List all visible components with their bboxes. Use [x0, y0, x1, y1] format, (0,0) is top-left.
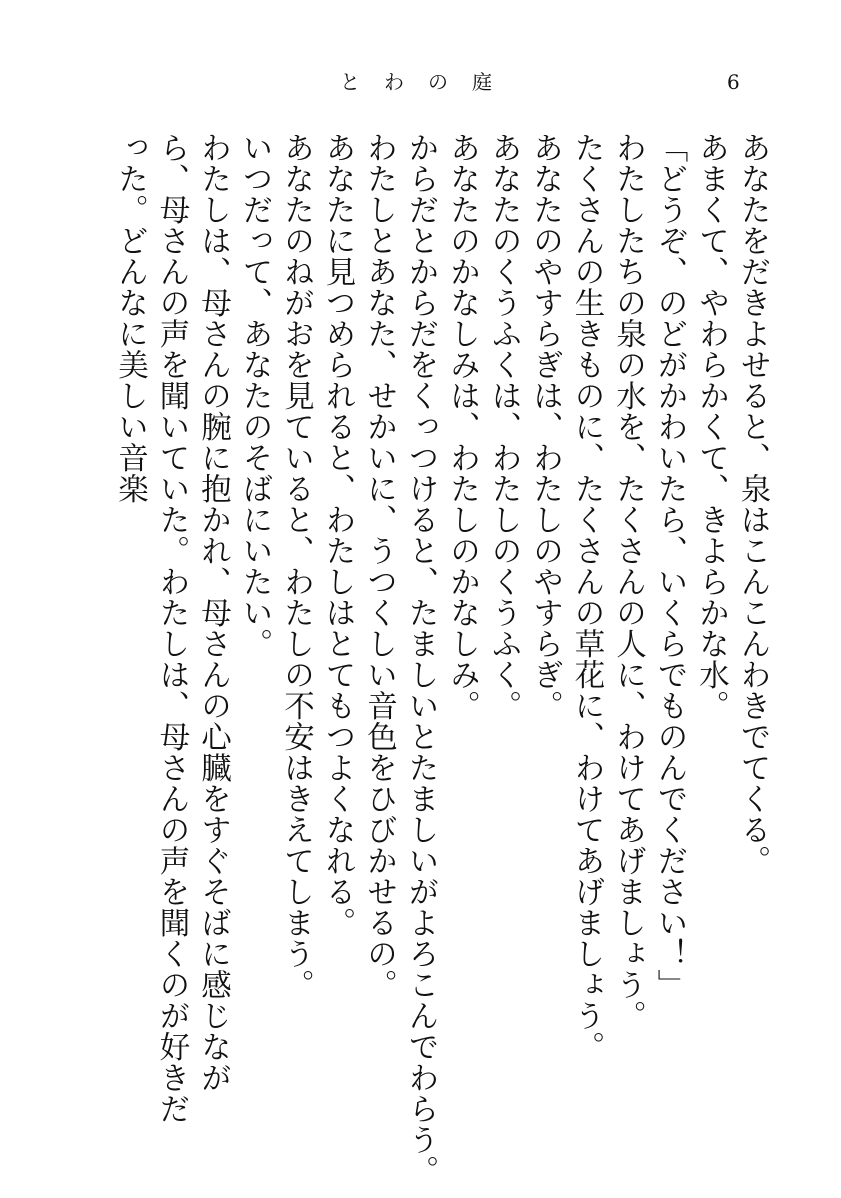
paragraph: わたしとあなた、せかいに、うつくしい音色をひびかせるの。	[361, 132, 397, 1000]
paragraph: 「どうぞ、のどがかわいたら、いくらでものんでください！」	[652, 132, 687, 1000]
paragraph: いつだって、あなたのそばにいたい。	[237, 132, 272, 659]
paragraph: わたしたちの泉の水を、たくさんの人に、わけてあげましょう。	[610, 132, 646, 1031]
paragraph: あまくて、やわらかくて、きよらかな水。	[693, 132, 729, 721]
running-header-title: とわの庭	[340, 70, 516, 94]
vertical-body-text	[109, 132, 773, 1186]
paragraph: あなたに見つめられると、わたしはとてもつよくなれる。	[320, 132, 355, 938]
paragraph: からだとからだをくっつけると、たましいとたましいがよろこんでわらう。	[403, 132, 438, 1186]
paragraph: あなたのねがおを見ていると、わたしの不安はきえてしまう。	[278, 132, 314, 1000]
page-number: 6	[727, 70, 740, 94]
paragraph: あなたのやすらぎは、わたしのやすらぎ。	[527, 132, 563, 721]
paragraph: あなたをだきよせると、泉はこんこんわきでてくる。	[735, 132, 770, 876]
paragraph: あなたのくうふくは、わたしのくうふく。	[486, 132, 521, 721]
paragraph: たくさんの生きものに、たくさんの草花に、わけてあげましょう。	[569, 132, 604, 1062]
paragraph: あなたのかなしみは、わたしのかなしみ。	[444, 132, 480, 721]
paragraph: わたしは、母さんの腕に抱かれ、母さんの心臓をすぐそばに感じながら、母さんの声を聞いていた。わたしは、母さんの声を聞くのが好きだった。どんなに美しい音楽	[112, 132, 231, 1124]
